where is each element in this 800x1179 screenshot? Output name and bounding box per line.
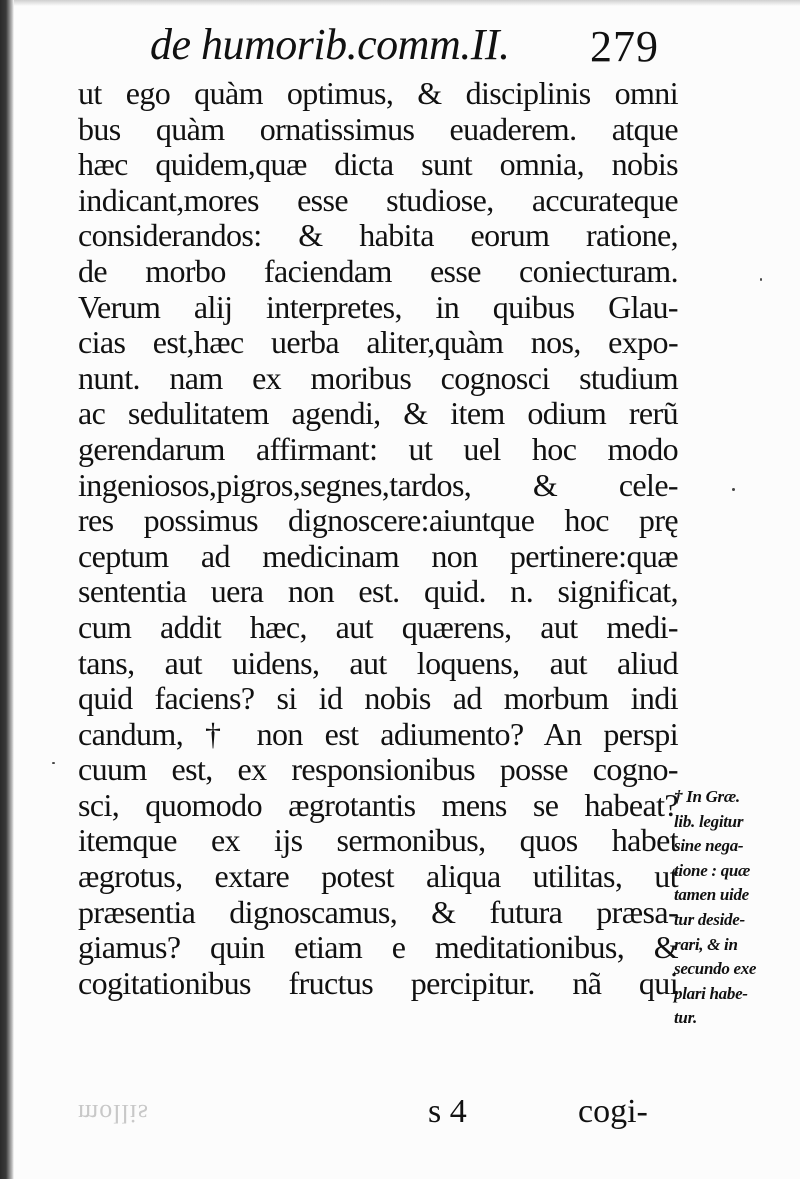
margin-note-line: † In Græ. bbox=[674, 787, 740, 806]
text-line: hæc quidem,quæ dicta sunt omnia, nobis bbox=[78, 146, 678, 183]
text-line: res possimus dignoscere:aiuntque hoc prę bbox=[78, 502, 678, 539]
ink-speck bbox=[732, 488, 735, 491]
page-footer bbox=[78, 1092, 658, 1136]
text-line: sci, quomodo ægrotantis mens se habeat? bbox=[78, 786, 678, 823]
text-line: giamus? quin etiam e meditationibus, & bbox=[78, 929, 678, 966]
text-line: præsentia dignoscamus, & futura præsa- bbox=[78, 893, 678, 930]
text-line: de morbo faciendam esse coniecturam. bbox=[78, 252, 678, 289]
catchword: cogi- bbox=[578, 1093, 648, 1130]
text-line: nunt. nam ex moribus cognosci studium bbox=[78, 359, 678, 396]
ink-speck bbox=[52, 762, 55, 764]
margin-note-line: sine nega- bbox=[674, 836, 744, 856]
text-line: candum, † non est adiumento? An perspi bbox=[78, 715, 678, 752]
text-line: sententia uera non est. quid. n. significat, bbox=[78, 573, 678, 610]
text-line: ceptum ad medicinam non pertinere:quæ bbox=[78, 537, 678, 574]
text-line: cogitationibus fructus percipitur. nã qui bbox=[78, 964, 678, 1001]
text-line: indicant,mores esse studiose, accurateque bbox=[78, 181, 678, 218]
running-title: de humorib.comm.II. bbox=[150, 20, 510, 69]
text-line: Verum alij interpretes, in quibus Glau- bbox=[78, 288, 678, 325]
margin-note-line: tamen uide bbox=[674, 885, 749, 905]
margin-note-line: tur deside- bbox=[674, 909, 745, 929]
show-through-bleed: mollis bbox=[78, 1099, 150, 1128]
text-line: itemque ex ijs sermonibus, quos habet bbox=[78, 822, 678, 859]
text-line: gerendarum affirmant: ut uel hoc modo bbox=[78, 430, 678, 467]
text-line: ægrotus, extare potest aliqua utilitas, ut bbox=[78, 858, 678, 895]
text-line: ingeniosos,pigros,segnes,tardos, & cele- bbox=[78, 466, 678, 503]
text-line: quid faciens? si id nobis ad morbum indi bbox=[78, 680, 678, 717]
margin-note-line: tione : quæ bbox=[674, 860, 751, 880]
text-line: considerandos: & habita eorum ratione, bbox=[78, 217, 678, 254]
page-number: 279 bbox=[590, 22, 659, 71]
page-top-edge bbox=[0, 0, 800, 6]
margin-note bbox=[674, 785, 794, 1031]
text-line: cuum est, ex responsionibus posse cogno- bbox=[78, 751, 678, 788]
margin-note-line: secundo exe bbox=[674, 959, 757, 979]
margin-note-line: plari habe- bbox=[674, 983, 748, 1003]
text-line: bus quàm ornatissimus euaderem. atque bbox=[78, 110, 678, 147]
text-line: ac sedulitatem agendi, & item odium rerũ bbox=[78, 395, 678, 432]
body-text bbox=[78, 76, 678, 1001]
margin-note-line: lib. legitur bbox=[674, 811, 744, 831]
page-gutter-shadow bbox=[0, 0, 14, 1179]
text-line: ut ego quàm optimus, & disciplinis omni bbox=[78, 75, 678, 111]
margin-note-line: tur. bbox=[674, 1008, 697, 1028]
text-line: tans, aut uidens, aut loquens, aut aliud bbox=[78, 644, 678, 681]
margin-note-line: rari, & in bbox=[674, 934, 738, 954]
ink-speck bbox=[760, 278, 762, 281]
text-line: cias est,hæc uerba aliter,quàm nos, expo- bbox=[78, 324, 678, 361]
text-line: cum addit hæc, aut quærens, aut medi- bbox=[78, 608, 678, 645]
signature-mark: s 4 bbox=[428, 1093, 467, 1130]
running-head bbox=[150, 18, 670, 74]
